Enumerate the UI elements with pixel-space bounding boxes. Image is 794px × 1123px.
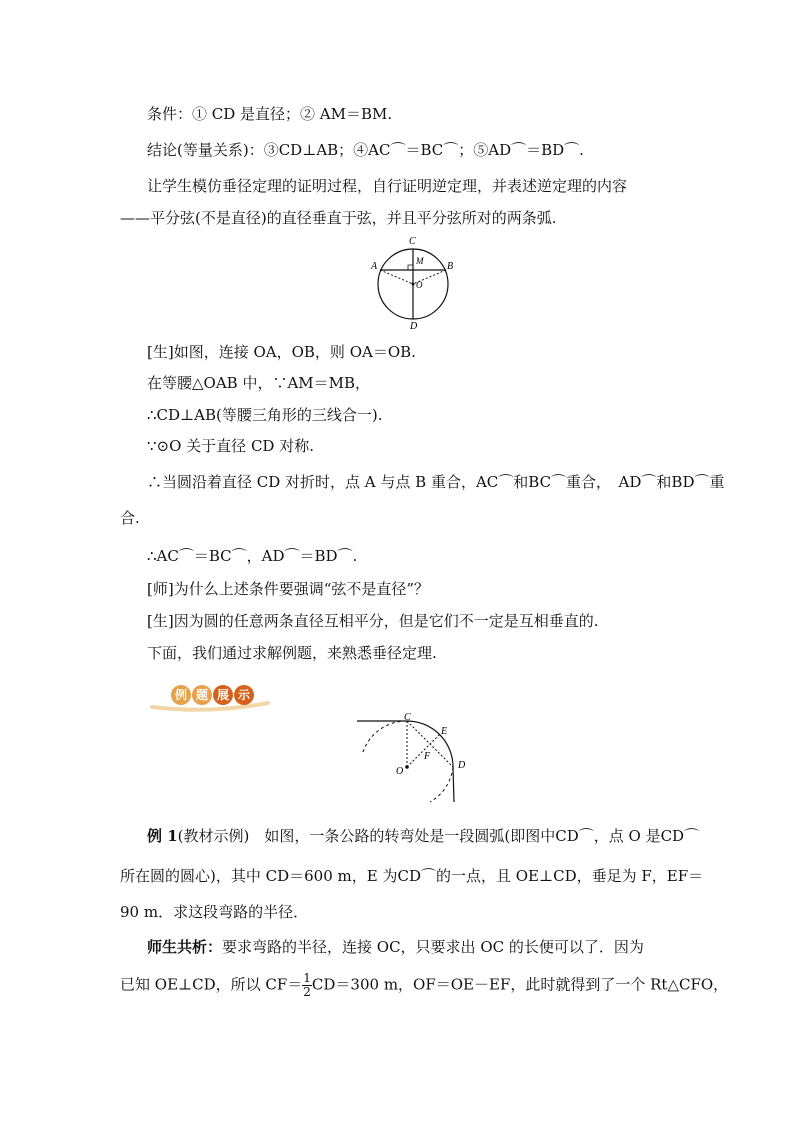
example-1-text-1: (教材示例) 如图，一条公路的转弯处是一段圆弧(即图中CD⌒，点 O 是CD⌒ [177,827,700,845]
student-answer: [生]因为圆的任意两条直径互相平分，但是它们不一定是互相垂直的. [147,612,599,630]
example-badge [150,680,270,714]
example-1-line-3: 90 m．求这段弯路的半径． [120,903,309,921]
label-m: M [416,256,424,266]
label-d2: D [458,760,466,771]
label-d: D [410,321,418,332]
conditions-line: 条件：① CD 是直径；② AM＝BM. [147,105,393,123]
segment-oa [380,270,413,284]
fraction-numerator: 1 [303,971,311,985]
fraction-denominator: 2 [303,985,311,999]
analysis-title: 师生共析： [147,938,223,956]
fraction-one-half [302,972,312,999]
proof-line-4: ∵⊙O 关于直径 CD 对称. [147,437,314,455]
road-arc-figure [355,712,475,807]
analysis-line-1 [147,937,644,957]
badge-char-2: 题 [195,688,209,702]
label-c2: C [404,712,411,723]
proof-line-3: ∴CD⊥AB(等腰三角形的三线合一). [147,406,383,424]
label-o2: O [396,766,404,777]
converse-statement-line: ——平分弦(不是直径)的直径垂直于弦，并且平分弦所对的两条弧. [120,209,557,227]
proof-line-5: ∴当圆沿着直径 CD 对折时，点 A 与点 B 重合，AC⌒和BC⌒重合， AD⌒和BD⌒重 [147,473,725,491]
transition-line: 下面，我们通过求解例题，来熟悉垂径定理. [147,644,437,662]
analysis-line-2 [120,972,728,999]
label-o: O [416,280,423,290]
center-point [412,283,415,286]
proof-line-2: 在等腰△OAB 中，∵AM＝MB， [147,374,371,392]
dashed-arc-right [430,767,453,802]
example-1-line-2: 所在圆的圆心)，其中 CD＝600 m，E 为CD⌒的一点，且 OE⊥CD，垂足为 F，EF＝ [120,867,704,885]
dashed-arc-left [363,721,407,752]
teacher-question: [师]为什么上述条件要强调“弦不是直径”？ [147,580,430,598]
analysis-text-2a: 已知 OE⊥CD，所以 CF＝ [120,975,303,994]
circle-figure-1 [365,232,465,332]
conclusion-line: 结论(等量关系)：③CD⊥AB；④AC⌒＝BC⌒；⑤AD⌒＝BD⌒. [147,141,584,159]
converse-intro-line: 让学生模仿垂径定理的证明过程，自行证明逆定理，并表述逆定理的内容 [147,177,628,195]
center-point-o [405,765,409,769]
proof-line-5-cont: 合. [120,509,140,527]
analysis-text-1: 要求弯路的半径，连接 OC，只要求出 OC 的长便可以了．因为 [222,938,644,956]
label-b: B [447,261,454,272]
proof-line-6: ∴AC⌒＝BC⌒，AD⌒＝BD⌒. [147,547,358,565]
analysis-text-2b: CD＝300 m，OF＝OE－EF，此时就得到了一个 Rt△CFO， [311,975,729,994]
example-1-title: 例 1 [147,827,178,845]
example-1-line-1 [147,826,699,846]
badge-char-1: 例 [174,688,188,702]
badge-char-3: 展 [216,688,230,702]
badge-char-4: 示 [237,688,251,702]
label-f: F [424,751,431,762]
proof-line-1: [生]如图，连接 OA，OB，则 OA＝OB. [147,343,416,361]
label-c: C [409,236,416,247]
badge-swoosh [152,703,268,710]
label-e: E [441,726,448,737]
label-a: A [371,261,378,272]
right-angle-mark [408,265,413,270]
